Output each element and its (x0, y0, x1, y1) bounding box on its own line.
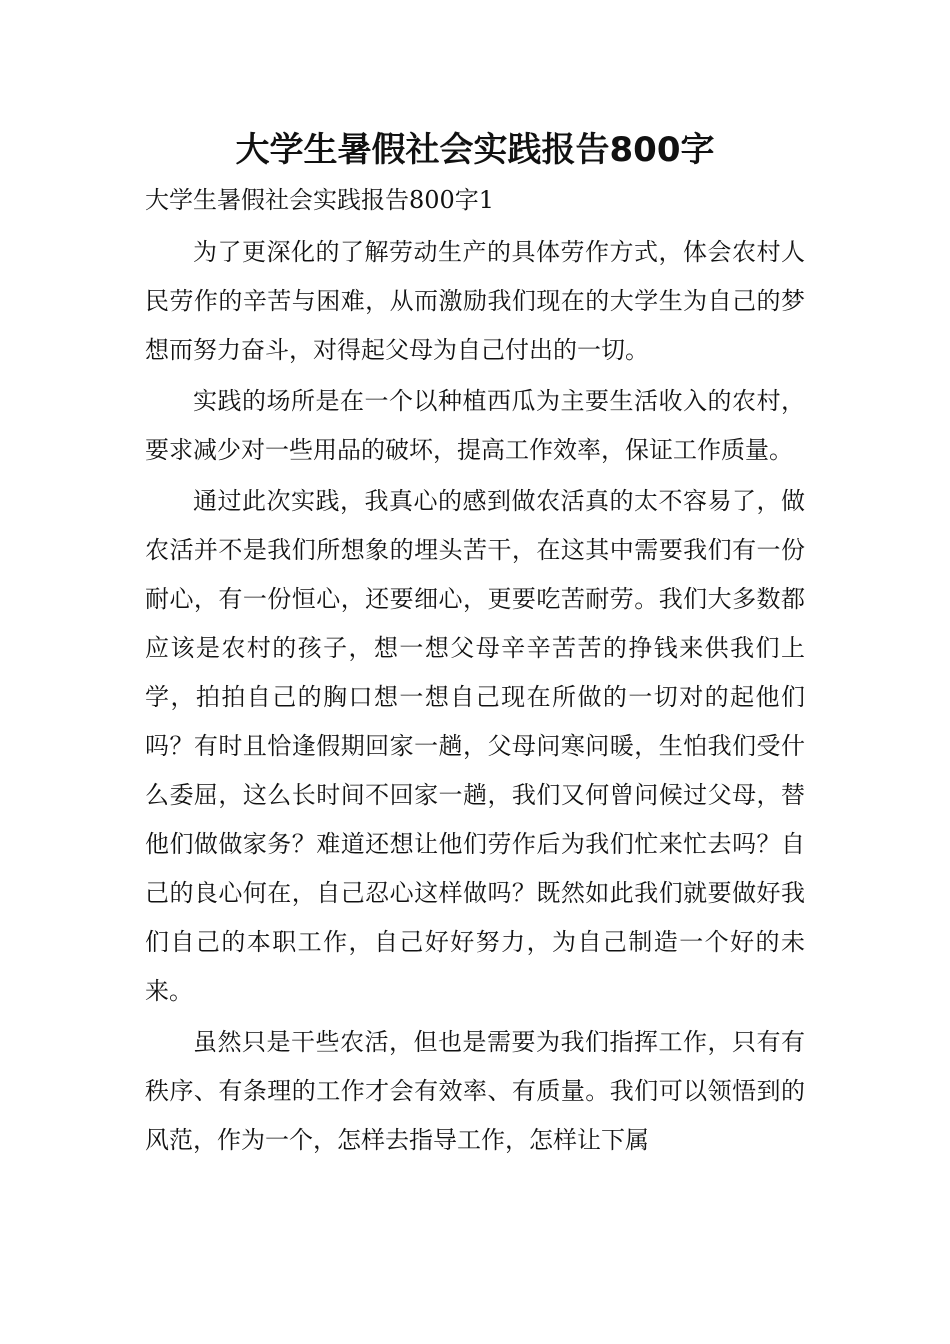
paragraph: 通过此次实践，我真心的感到做农活真的太不容易了，做农活并不是我们所想象的埋头苦干，在这其中需要我们有一份耐心，有一份恒心，还要细心，更要吃苦耐劳。我们大多数都应该是农村的孩子，想一想父母辛辛苦苦的挣钱来供我们上学，拍拍自己的胸口想一想自己现在所做的一切对的起他们吗？有时且恰逢假期回家一趟，父母问寒问暖，生怕我们受什么委屈，这么长时间不回家一趟，我们又何曾问候过父母，替他们做做家务？难道还想让他们劳作后为我们忙来忙去吗？自己的良心何在，自己忍心这样做吗？既然如此我们就要做好我们自己的本职工作，自己好好努力，为自己制造一个好的未来。 (145, 487, 805, 1005)
paragraph: 实践的场所是在一个以种植西瓜为主要生活收入的农村，要求减少对一些用品的破坏，提高工作效率，保证工作质量。 (145, 387, 805, 464)
paragraph: 为了更深化的了解劳动生产的具体劳作方式，体会农村人民劳作的辛苦与困难，从而激励我们现在的大学生为自己的梦想而努力奋斗，对得起父母为自己付出的一切。 (145, 238, 805, 364)
document-body (145, 228, 805, 1165)
document-title: 大学生暑假社会实践报告800字 (235, 130, 715, 170)
section-heading: 大学生暑假社会实践报告800字1 (145, 186, 495, 214)
paragraph: 虽然只是干些农活，但也是需要为我们指挥工作，只有有秩序、有条理的工作才会有效率、有质量。我们可以领悟到的风范，作为一个，怎样去指导工作，怎样让下属 (145, 1028, 805, 1154)
